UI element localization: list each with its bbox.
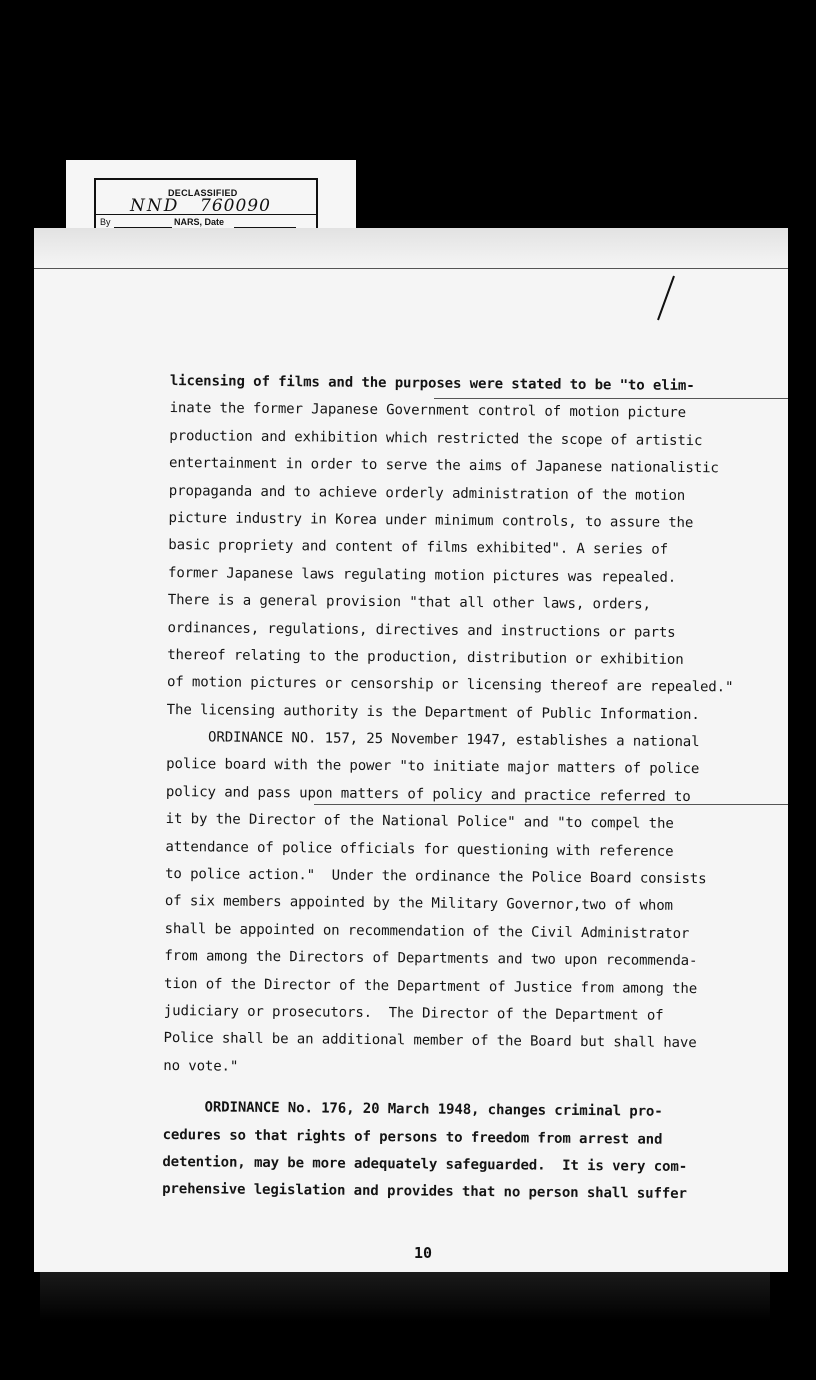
text-line: police board with the power "to initiate major matters of police: [166, 756, 700, 778]
text-line: propaganda and to achieve orderly administration of the motion: [168, 482, 686, 504]
text-line: prehensive legislation and provides that no person shall suffer: [162, 1181, 687, 1203]
text-line: former Japanese laws regulating motion pictures was repealed.: [167, 564, 677, 586]
text-line: policy and pass upon matters of policy and practice referred to: [165, 783, 691, 805]
page-top-shade: [34, 228, 788, 268]
paragraph-block: [162, 1094, 743, 1209]
text-line: licensing of films and the purposes were stated to be "to elim-: [169, 372, 695, 395]
text-line: There is a general provision "that all other laws, orders,: [167, 592, 651, 613]
page-number: 10: [414, 1244, 433, 1262]
paragraph-block: [163, 368, 750, 1086]
text-line: inate the former Japanese Government control of motion picture: [169, 400, 687, 422]
stamp-rule: [96, 214, 316, 215]
text-line: entertainment in order to serve the aims of Japanese nationalistic: [169, 455, 719, 477]
text-line: production and exhibition which restricted the scope of artistic: [169, 427, 703, 449]
stamp-authority: NND: [130, 196, 180, 216]
stamp-declassified: DECLASSIFIED: [168, 188, 238, 198]
text-line: to police action." Under the ordinance the Police Board consists: [165, 866, 707, 888]
page-mark-slash: [654, 274, 678, 322]
text-line: picture industry in Korea under minimum controls, to assure the: [168, 509, 694, 531]
stamp-nars-date: NARS, Date: [174, 217, 225, 227]
bottom-shadow: [40, 1272, 770, 1322]
text-line: Police shall be an additional member of the Board but shall have: [163, 1030, 697, 1052]
text-line: attendance of police officials for questioning with reference: [165, 838, 674, 860]
text-line: no vote.": [163, 1057, 239, 1075]
text-line: ORDINANCE NO. 157, 25 November 1947, establishes a national: [166, 729, 700, 751]
text-line: ordinances, regulations, directives and instructions or parts: [167, 619, 676, 641]
text-line: of six members appointed by the Military Governor,two of whom: [164, 893, 673, 915]
stamp-number: 760090: [200, 196, 271, 216]
fold-line: [34, 268, 788, 269]
text-line: tion of the Director of the Department of Justice from among the: [164, 975, 698, 997]
text-line: shall be appointed on recommendation of the Civil Administrator: [164, 920, 690, 942]
text-line: judiciary or prosecutors. The Director of the Department of: [163, 1002, 664, 1024]
declassification-stamp: [94, 178, 318, 232]
text-line: thereof relating to the production, distribution or exhibition: [167, 646, 684, 668]
text-line: ORDINANCE No. 176, 20 March 1948, changes criminal pro-: [162, 1099, 663, 1120]
text-line: detention, may be more adequately safeguarded. It is very com-: [162, 1153, 688, 1175]
text-line: it by the Director of the National Police" and "to compel the: [165, 811, 674, 833]
text-line: The licensing authority is the Department of Public Information.: [166, 701, 700, 723]
stamp-by: By: [100, 217, 111, 227]
text-line: from among the Directors of Departments and two upon recommenda-: [164, 948, 698, 970]
text-line: basic propriety and content of films exhibited". A series of: [168, 537, 669, 559]
body-text: [162, 368, 750, 1209]
text-line: of motion pictures or censorship or licensing thereof are repealed.": [166, 674, 734, 696]
text-line: cedures so that rights of persons to freedom from arrest and: [162, 1126, 663, 1148]
